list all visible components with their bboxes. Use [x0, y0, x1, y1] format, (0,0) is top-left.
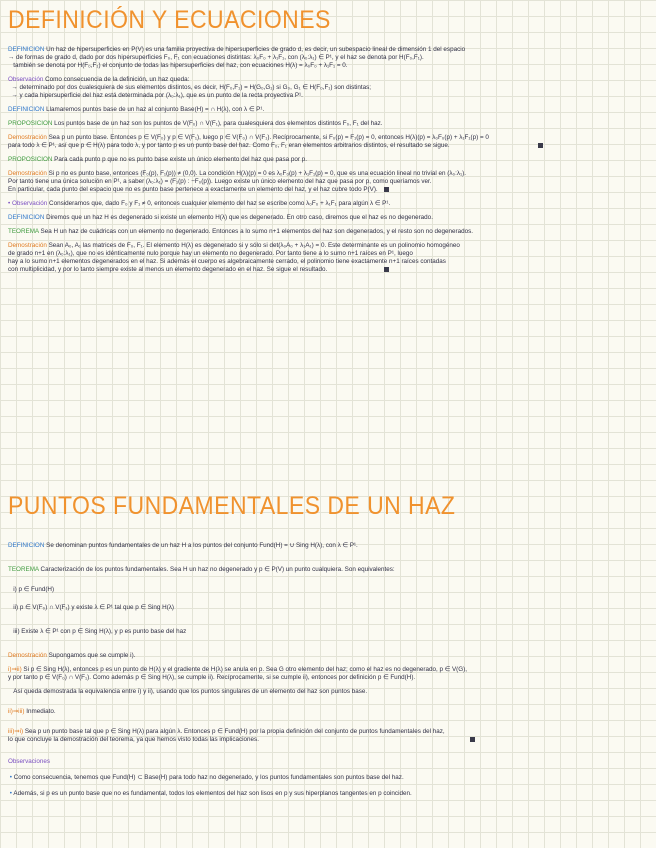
observation-line: • Como consecuencia, tenemos que Fund(H) ⊂ Base(H) para todo haz no degenerado, y los puntos fundamentales son puntos base del haz.	[9, 774, 404, 781]
section-title-puntos-fundamentales: PUNTOS FUNDAMENTALES DE UN HAZ	[8, 492, 456, 520]
observation-line: Observación Como consecuencia de la definición, un haz queda:	[8, 76, 190, 83]
proof-line: Demostración Supongamos que se cumple i).	[8, 652, 136, 659]
theorem-item: ii) p ∈ V(F₀) ∩ V(F₁) y existe λ ∈ P¹ tal que p ∈ Sing H(λ)	[8, 604, 175, 611]
proposition-line: PROPOSICIÓN Para cada punto p que no es punto base existe un único elemento del haz que pasa por p.	[8, 156, 307, 163]
definition-line: DEFINICIÓN Diremos que un haz H es degenerado si existe un elemento H(λ) que es degenerado. En otro caso, diremos que el haz es no degenerado.	[8, 214, 433, 221]
proof-line: iii)⇒i) Sea p un punto base tal que p ∈ Sing H(λ) para algún λ. Entonces p ∈ Fund(H) por la propia definición del conjunto de puntos fundamentales del haz,	[8, 728, 445, 735]
proof-line: de grado n+1 en (λ₀:λ₁), que no es idénticamente nulo porque hay un elemento no degenerado. Por tanto tiene a lo sumo n+1 raíces en P¹, luego	[8, 250, 413, 257]
proof-line: hay a lo sumo n+1 elementos degenerados en el haz. Si además el cuerpo es algebraicamente cerrado, el polinomio tiene exactamente n+1 raíces contadas	[8, 258, 446, 265]
proof-line: Demostración Si p no es punto base, entonces (F₀(p), F₁(p)) ≠ (0,0). La condición H(λ)(p) = 0 es λ₀F₀(p) + λ₁F₁(p) = 0, que es una ecuación lineal no trivial en (λ₀:λ₁).	[8, 170, 466, 177]
observation-line: Observaciones	[8, 758, 50, 765]
proof-line: ii)⇒iii) Inmediato.	[8, 708, 56, 715]
qed-mark	[538, 143, 543, 148]
observation-line: → y cada hipersuperficie del haz está determinada por (λ₀:λ₁), que es un punto de la recta proyectiva P¹.	[8, 92, 303, 99]
definition-line: → de formas de grado d, dado por dos hipersuperficies F₀, F₁ con ecuaciones distintas: λ₀F₀ + λ₁F₁, con (λ₀:λ₁) ∈ P¹, y el haz se denota por H(F₀,F₁).	[8, 54, 424, 61]
proof-line: Por tanto tiene una única solución en P¹, a saber (λ₀:λ₁) = (F₁(p) : −F₀(p)). Luego existe un único elemento del haz que pasa por p, como queríamos ver.	[8, 178, 432, 185]
qed-mark	[470, 737, 475, 742]
theorem-line: TEOREMA Sea H un haz de cuádricas con un elemento no degenerado. Entonces a lo sumo n+1 elementos del haz son degenerados, y el resto son no degenerados.	[8, 228, 474, 235]
proof-line: Demostración Sean A₀, A₁ las matrices de F₀, F₁. El elemento H(λ) es degenerado si y sólo si det(λ₀A₀ + λ₁A₁) = 0. Este determinante es un polinomio homogéneo	[8, 242, 460, 249]
theorem-item: iii) Existe λ ∈ P¹ con p ∈ Sing H(λ), y p es punto base del haz	[8, 628, 187, 635]
proposition-line: PROPOSICIÓN Los puntos base de un haz son los puntos de V(F₀) ∩ V(F₁), para cualesquiera dos elementos distintos F₀, F₁ del haz.	[8, 120, 383, 127]
proof-line: y por tanto p ∈ V(F₀) ∩ V(F₁). Como además p ∈ Sing H(λ), se cumple ii). Recíprocamente, si se cumple ii), entonces por definición p ∈ Fund(H).	[8, 674, 416, 681]
definition-line: DEFINICIÓN Llamaremos puntos base de un haz al conjunto Base(H) = ∩ H(λ), con λ ∈ P¹.	[8, 106, 265, 113]
definition-line: también se denota por H(F₀,F₁) el conjunto de todas las hipersuperficies del haz, con ecuaciones H(λ) = λ₀F₀ + λ₁F₁ = 0.	[8, 62, 348, 69]
observation-line: → determinado por dos cualesquiera de sus elementos distintos, es decir, H(F₀,F₁) = H(G₀,G₁) si G₀, G₁ ∈ H(F₀,F₁) son distintas;	[8, 84, 372, 91]
qed-mark	[384, 187, 389, 192]
observation-line: • Además, si p es un punto base que no es fundamental, todos los elementos del haz son lisos en p y sus hiperplanos tangentes en p coinciden.	[9, 790, 412, 797]
proof-line: lo que concluye la demostración del teorema, ya que hemos visto todas las implicaciones.	[8, 736, 259, 743]
proof-line: Así queda demostrada la equivalencia entre i) y ii), usando que los puntos singulares de un elemento del haz son puntos base.	[8, 688, 368, 695]
proof-line: con multiplicidad, y por lo tanto siempre existe al menos un elemento degenerado en el haz. Se sigue el resultado.	[8, 266, 328, 273]
theorem-item: i) p ∈ Fund(H)	[8, 586, 55, 593]
theorem-line: TEOREMA Caracterización de los puntos fundamentales. Sea H un haz no degenerado y p ∈ P(V) un punto cualquiera. Son equivalentes:	[8, 566, 395, 573]
definition-line: DEFINICIÓN Se denominan puntos fundamentales de un haz H a los puntos del conjunto Fund(H) = ∪ Sing H(λ), con λ ∈ P¹.	[8, 542, 358, 549]
section-title-definicion: DEFINICIÓN Y ECUACIONES	[8, 6, 331, 34]
proof-line: i)⇒ii) Si p ∈ Sing H(λ), entonces p es un punto de H(λ) y el gradiente de H(λ) se anula en p. Sea G otro elemento del haz; como el haz es no degenerado, p ∈ V(G),	[8, 666, 468, 673]
proof-line: Demostración Sea p un punto base. Entonces p ∈ V(F₀) y p ∈ V(F₁), luego p ∈ V(F₀) ∩ V(F₁). Recíprocamente, si F₀(p) = F₁(p) = 0, entonces H(λ)(p) = λ₀F₀(p) + λ₁F₁(p) = 0	[8, 134, 489, 141]
proof-line: para todo λ ∈ P¹, así que p ∈ H(λ) para todo λ, y por tanto p es un punto base del haz. Como F₀, F₁ eran elementos arbitrarios distintos, el resultado se sigue.	[8, 142, 450, 149]
definition-line: DEFINICIÓN Un haz de hipersuperficies en P(V) es una familia proyectiva de hipersuperficies de grado d, es decir, un subespacio lineal de dimensión 1 del espacio	[8, 46, 466, 53]
qed-mark	[384, 267, 389, 272]
proof-line: En particular, cada punto del espacio que no es punto base pertenece a exactamente un elemento del haz, y el haz cubre todo P(V).	[8, 186, 378, 193]
observation-line: • Observación Consideramos que, dado F₀ y F₁ ≠ 0, entonces cualquier elemento del haz se escribe como λ₀F₀ + λ₁F₁ para algún λ ∈ P¹.	[8, 200, 391, 207]
